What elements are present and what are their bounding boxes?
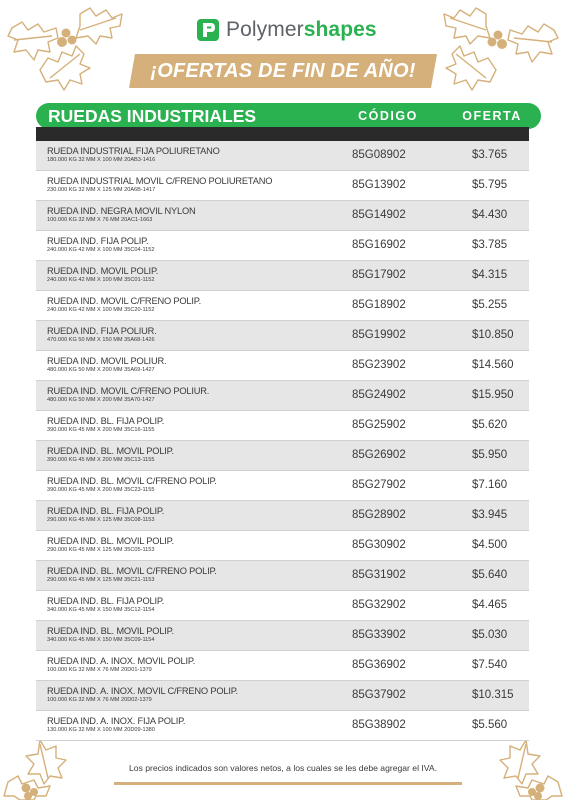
product-price: $5.255 bbox=[472, 299, 508, 311]
product-code: 85G25902 bbox=[352, 419, 406, 431]
table-row bbox=[36, 501, 529, 531]
table-row bbox=[36, 681, 529, 711]
product-code: 85G13902 bbox=[352, 179, 406, 191]
table-title: RUEDAS INDUSTRIALES bbox=[48, 106, 257, 126]
product-name: RUEDA IND. BL. MOVIL POLIP. bbox=[47, 446, 174, 456]
product-code: 85G33902 bbox=[352, 629, 406, 641]
product-spec: 240.000 KG 42 MM X 100 MM 35C04-1152 bbox=[47, 247, 155, 253]
product-price: $4.500 bbox=[472, 539, 508, 551]
product-spec: 390.000 KG 45 MM X 200 MM 35C23-1155 bbox=[47, 487, 155, 493]
product-name: RUEDA IND. BL. FIJA POLIP. bbox=[47, 416, 165, 426]
table-row bbox=[36, 171, 529, 201]
product-spec: 100.000 KG 32 MM X 76 MM 20D01-1379 bbox=[47, 667, 152, 673]
table-row bbox=[36, 651, 529, 681]
product-spec: 290.000 KG 45 MM X 125 MM 35C21-1153 bbox=[47, 577, 155, 583]
product-spec: 100.000 KG 32 MM X 76 MM 20AC1-1663 bbox=[47, 217, 153, 223]
product-code: 85G37902 bbox=[352, 689, 406, 701]
product-price: $5.795 bbox=[472, 179, 508, 191]
table-row bbox=[36, 531, 529, 561]
product-code: 85G30902 bbox=[352, 539, 406, 551]
product-price: $4.315 bbox=[472, 269, 508, 281]
product-name: RUEDA IND. FIJA POLIUR. bbox=[47, 326, 157, 336]
table-row bbox=[36, 621, 529, 651]
product-code: 85G17902 bbox=[352, 269, 406, 281]
product-price: $14.560 bbox=[472, 359, 514, 371]
product-spec: 230.000 KG 32 MM X 125 MM 20A6B-1417 bbox=[47, 187, 156, 193]
product-name: RUEDA IND. A. INOX. MOVIL C/FRENO POLIP. bbox=[47, 686, 238, 696]
product-name: RUEDA INDUSTRIAL MOVIL C/FRENO POLIURETANO bbox=[47, 176, 273, 186]
brand-name-bold: shapes bbox=[303, 18, 377, 41]
product-code: 85G36902 bbox=[352, 659, 406, 671]
product-code: 85G24902 bbox=[352, 389, 406, 401]
table-row bbox=[36, 381, 529, 411]
product-spec: 290.000 KG 45 MM X 125 MM 35C05-1153 bbox=[47, 547, 155, 553]
product-spec: 470.000 KG 50 MM X 150 MM 35A68-1426 bbox=[47, 337, 155, 343]
product-price: $10.315 bbox=[472, 689, 514, 701]
table-row bbox=[36, 351, 529, 381]
product-spec: 290.000 KG 45 MM X 125 MM 35C08-1153 bbox=[47, 517, 155, 523]
product-name: RUEDA IND. A. INOX. FIJA POLIP. bbox=[47, 716, 186, 726]
product-code: 85G26902 bbox=[352, 449, 406, 461]
holly-top-left-icon bbox=[0, 0, 140, 95]
product-code: 85G19902 bbox=[352, 329, 406, 341]
brand-name bbox=[226, 18, 377, 42]
product-code: 85G16902 bbox=[352, 239, 406, 251]
product-name: RUEDA IND. A. INOX. MOVIL POLIP. bbox=[47, 656, 196, 666]
brand-logo bbox=[196, 16, 377, 44]
product-name: RUEDA IND. BL. FIJA POLIP. bbox=[47, 596, 165, 606]
product-name: RUEDA IND. BL. FIJA POLIP. bbox=[47, 506, 165, 516]
product-spec: 480.000 KG 50 MM X 200 MM 35A70-1427 bbox=[47, 397, 155, 403]
product-price: $3.785 bbox=[472, 239, 508, 251]
product-spec: 100.000 KG 32 MM X 76 MM 20D02-1379 bbox=[47, 697, 152, 703]
table-header-strip bbox=[36, 127, 529, 141]
product-spec: 340.000 KG 45 MM X 150 MM 35C09-1154 bbox=[47, 637, 155, 643]
holly-top-right-icon bbox=[426, 0, 566, 95]
footer-rule bbox=[114, 782, 462, 785]
table-row bbox=[36, 321, 529, 351]
product-name: RUEDA INDUSTRIAL FIJA POLIURETANO bbox=[47, 146, 220, 156]
polymershapes-logo-icon bbox=[196, 18, 220, 42]
table-row bbox=[36, 291, 529, 321]
product-spec: 340.000 KG 45 MM X 150 MM 35C12-1154 bbox=[47, 607, 155, 613]
product-code: 85G32902 bbox=[352, 599, 406, 611]
table-row bbox=[36, 441, 529, 471]
product-name: RUEDA IND. BL. MOVIL POLIP. bbox=[47, 536, 174, 546]
product-code: 85G23902 bbox=[352, 359, 406, 371]
product-name: RUEDA IND. MOVIL C/FRENO POLIP. bbox=[47, 296, 201, 306]
product-spec: 130.000 KG 32 MM X 100 MM 20D09-1380 bbox=[47, 727, 155, 733]
column-header-offer: OFERTA bbox=[462, 109, 522, 123]
table-row bbox=[36, 261, 529, 291]
product-spec: 240.000 KG 42 MM X 100 MM 35C01-1152 bbox=[47, 277, 155, 283]
price-table bbox=[36, 141, 529, 741]
product-price: $10.850 bbox=[472, 329, 514, 341]
table-row bbox=[36, 231, 529, 261]
table-row bbox=[36, 201, 529, 231]
product-name: RUEDA IND. FIJA POLIP. bbox=[47, 236, 149, 246]
column-header-code: CÓDIGO bbox=[358, 109, 418, 123]
product-price: $5.640 bbox=[472, 569, 508, 581]
product-price: $5.620 bbox=[472, 419, 508, 431]
product-code: 85G38902 bbox=[352, 719, 406, 731]
product-price: $4.430 bbox=[472, 209, 508, 221]
product-price: $5.030 bbox=[472, 629, 508, 641]
product-price: $3.945 bbox=[472, 509, 508, 521]
product-code: 85G08902 bbox=[352, 149, 406, 161]
table-row bbox=[36, 141, 529, 171]
table-row bbox=[36, 561, 529, 591]
offer-banner-text: ¡OFERTAS DE FIN DE AÑO! bbox=[150, 60, 416, 82]
product-price: $5.950 bbox=[472, 449, 508, 461]
brand-name-regular: Polymer bbox=[226, 18, 304, 41]
product-spec: 390.000 KG 45 MM X 200 MM 35C13-1155 bbox=[47, 457, 155, 463]
product-name: RUEDA IND. BL. MOVIL C/FRENO POLIP. bbox=[47, 476, 217, 486]
product-price: $5.560 bbox=[472, 719, 508, 731]
product-spec: 180.000 KG 32 MM X 100 MM 20AB3-1416 bbox=[47, 157, 156, 163]
table-row bbox=[36, 711, 529, 741]
product-code: 85G27902 bbox=[352, 479, 406, 491]
product-spec: 480.000 KG 50 MM X 200 MM 35A69-1427 bbox=[47, 367, 155, 373]
footnote: Los precios indicados son valores netos, a los cuales se les debe agregar el IVA. bbox=[129, 763, 437, 773]
product-price: $3.765 bbox=[472, 149, 508, 161]
product-name: RUEDA IND. MOVIL POLIP. bbox=[47, 266, 159, 276]
product-price: $7.160 bbox=[472, 479, 508, 491]
product-name: RUEDA IND. BL. MOVIL POLIP. bbox=[47, 626, 174, 636]
product-code: 85G18902 bbox=[352, 299, 406, 311]
product-code: 85G31902 bbox=[352, 569, 406, 581]
product-name: RUEDA IND. BL. MOVIL C/FRENO POLIP. bbox=[47, 566, 217, 576]
product-price: $15.950 bbox=[472, 389, 514, 401]
table-row bbox=[36, 471, 529, 501]
product-price: $7.540 bbox=[472, 659, 508, 671]
product-price: $4.465 bbox=[472, 599, 508, 611]
product-spec: 390.000 KG 45 MM X 200 MM 35C16-1155 bbox=[47, 427, 155, 433]
product-name: RUEDA IND. NEGRA MOVIL NYLON bbox=[47, 206, 196, 216]
product-code: 85G28902 bbox=[352, 509, 406, 521]
product-code: 85G14902 bbox=[352, 209, 406, 221]
table-row bbox=[36, 411, 529, 441]
product-name: RUEDA IND. MOVIL C/FRENO POLIUR. bbox=[47, 386, 210, 396]
product-name: RUEDA IND. MOVIL POLIUR. bbox=[47, 356, 167, 366]
table-row bbox=[36, 591, 529, 621]
product-spec: 240.000 KG 42 MM X 100 MM 35C20-1152 bbox=[47, 307, 155, 313]
